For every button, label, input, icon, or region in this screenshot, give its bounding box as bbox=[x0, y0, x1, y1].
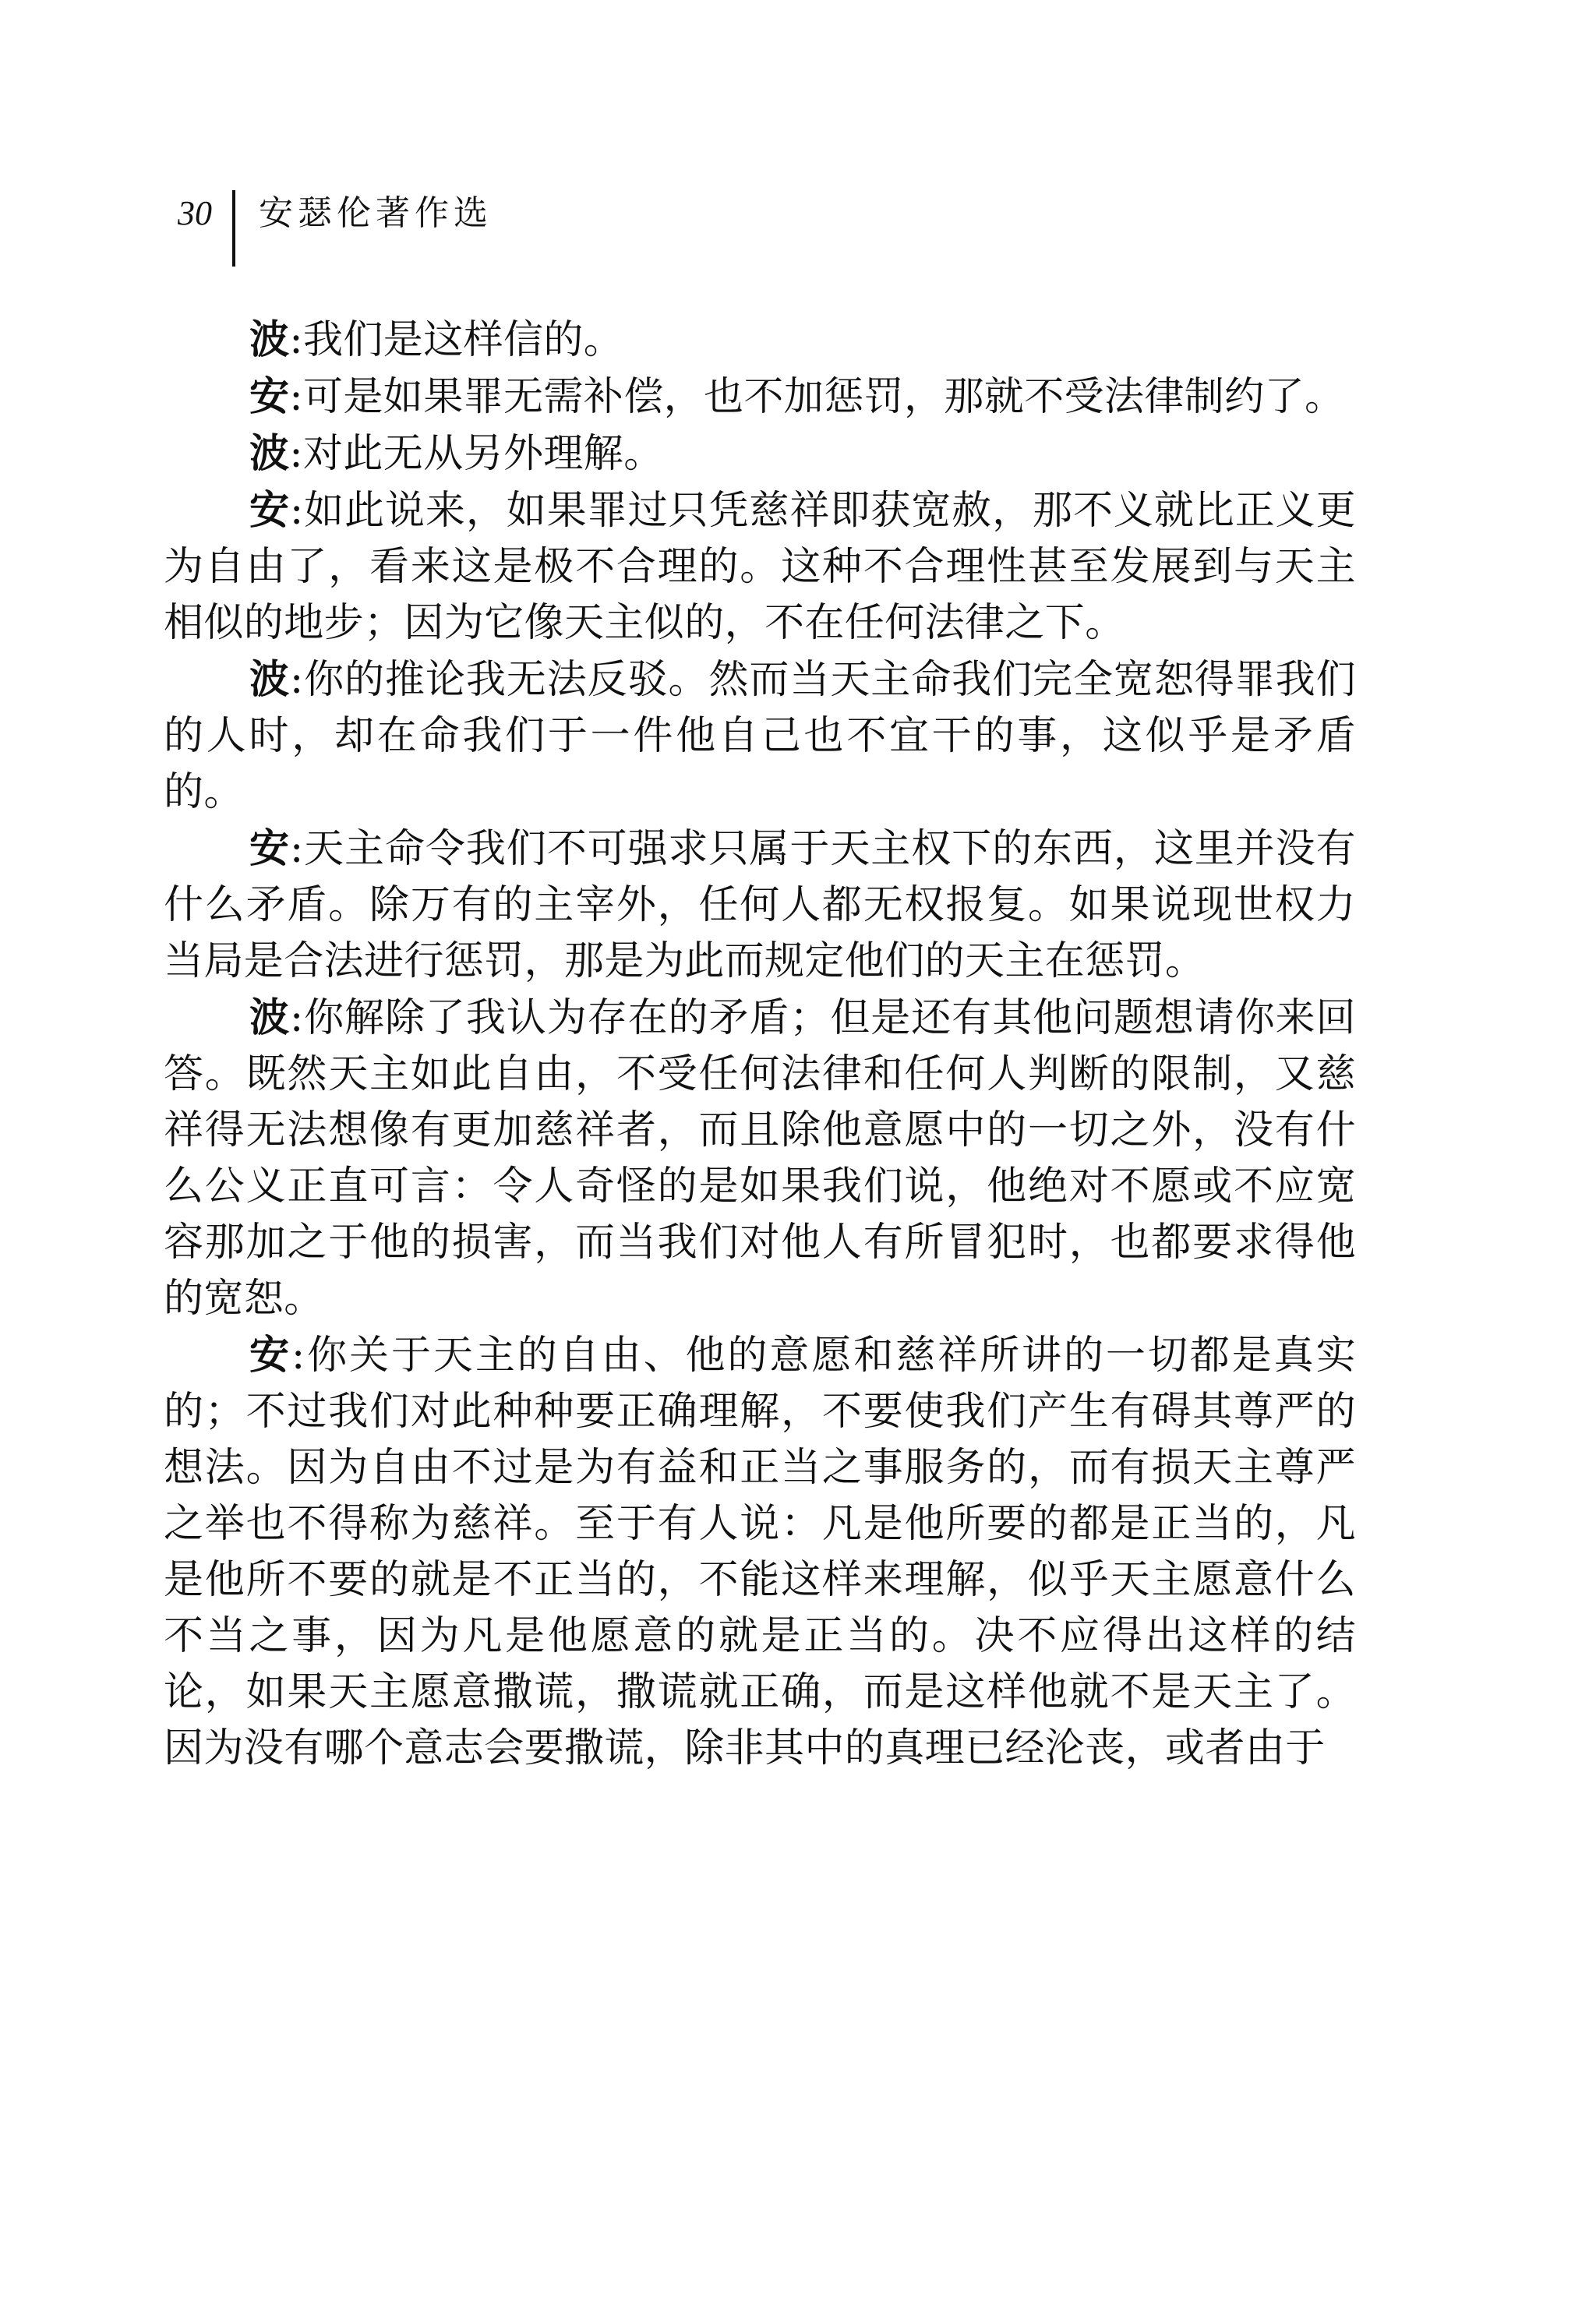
paragraph-text: 对此无从另外理解。 bbox=[303, 431, 664, 477]
page-number: 30 bbox=[178, 194, 212, 232]
speaker-label: 波 bbox=[249, 994, 290, 1041]
speaker-label: 安 bbox=[249, 487, 290, 534]
dialogue-paragraph: 波:你解除了我认为存在的矛盾；但是还有其他问题想请你来回答。既然天主如此自由，不受任何法律和任何人判断的限制，又慈祥得无法想像有更加慈祥者，而且除他意愿中的一切之外，没有什么公义正直可言：令人奇怪的是如果我们说，他绝对不愿或不应宽容那加之于他的损害，而当我们对他人有所冒犯时，也都要求得他的宽恕。 bbox=[164, 994, 1357, 1322]
dialogue-paragraph: 安:如此说来，如果罪过只凭慈祥即获宽赦，那不义就比正义更为自由了，看来这是极不合理的。这种不合理性甚至发展到与天主相似的地步；因为它像天主似的，不在任何法律之下。 bbox=[164, 487, 1357, 646]
running-title: 安瑟伦著作选 bbox=[259, 193, 493, 233]
speaker-label: 安 bbox=[249, 373, 290, 420]
paragraph-text: 我们是这样信的。 bbox=[303, 317, 624, 363]
page-header bbox=[178, 190, 493, 268]
speaker-label: 波 bbox=[249, 316, 290, 363]
speaker-label: 波 bbox=[249, 430, 290, 477]
paragraph-text: 你关于天主的自由、他的意愿和慈祥所讲的一切都是真实的；不过我们对此种种要正确理解，不要使我们产生有碍其尊严的想法。因为自由不过是为有益和正当之事服务的，而有损天主尊严之举也不得称为慈祥。至于有人说：凡是他所要的都是正当的，凡是他所不要的就是不正当的，不能这样来理解，似乎天主愿意什么不当之事，因为凡是他愿意的就是正当的。决不应得出这样的结论，如果天主愿意撒谎，撒谎就正确，而是这样他就不是天主了。因为没有哪个意志会要撒谎，除非其中的真理已经沦丧，或者由于 bbox=[164, 1333, 1356, 1771]
dialogue-paragraph: 波:你的推论我无法反驳。然而当天主命我们完全宽恕得罪我们的人时，却在命我们于一件他自己也不宜干的事，这似乎是矛盾的。 bbox=[164, 656, 1357, 815]
paragraph-text: 天主命令我们不可强求只属于天主权下的东西，这里并没有什么矛盾。除万有的主宰外，任何人都无权报复。如果说现世权力当局是合法进行惩罚，那是为此而规定他们的天主在惩罚。 bbox=[164, 826, 1357, 984]
dialogue-paragraph: 安:你关于天主的自由、他的意愿和慈祥所讲的一切都是真实的；不过我们对此种种要正确理解，不要使我们产生有碍其尊严的想法。因为自由不过是为有益和正当之事服务的，而有损天主尊严之举也不得称为慈祥。至于有人说：凡是他所要的都是正当的，凡是他所不要的就是不正当的，不能这样来理解，似乎天主愿意什么不当之事，因为凡是他愿意的就是正当的。决不应得出这样的结论，如果天主愿意撒谎，撒谎就正确，而是这样他就不是天主了。因为没有哪个意志会要撒谎，除非其中的真理已经沦丧，或者由于 bbox=[164, 1332, 1356, 1771]
paragraph-text: 你解除了我认为存在的矛盾；但是还有其他问题想请你来回答。既然天主如此自由，不受任何法律和任何人判断的限制，又慈祥得无法想像有更加慈祥者，而且除他意愿中的一切之外，没有什么公义正直可言：令人奇怪的是如果我们说，他绝对不愿或不应宽容那加之于他的损害，而当我们对他人有所冒犯时，也都要求得他的宽恕。 bbox=[164, 995, 1357, 1322]
dialogue-paragraph: 安:可是如果罪无需补偿，也不加惩罚，那就不受法律制约了。 bbox=[249, 373, 1345, 420]
paragraph-text: 你的推论我无法反驳。然而当天主命我们完全宽恕得罪我们的人时，却在命我们于一件他自己也不宜干的事，这似乎是矛盾的。 bbox=[164, 657, 1357, 815]
speaker-label: 波 bbox=[249, 656, 290, 703]
dialogue-paragraph: 波:对此无从另外理解。 bbox=[249, 430, 664, 477]
body-text bbox=[164, 312, 1356, 1777]
speaker-label: 安 bbox=[249, 1332, 291, 1379]
header-divider bbox=[232, 190, 235, 267]
paragraph-text: 可是如果罪无需补偿，也不加惩罚，那就不受法律制约了。 bbox=[303, 374, 1345, 420]
dialogue-paragraph: 安:天主命令我们不可强求只属于天主权下的东西，这里并没有什么矛盾。除万有的主宰外，任何人都无权报复。如果说现世权力当局是合法进行惩罚，那是为此而规定他们的天主在惩罚。 bbox=[164, 825, 1357, 984]
speaker-label: 安 bbox=[249, 825, 290, 872]
paragraph-text: 如此说来，如果罪过只凭慈祥即获宽赦，那不义就比正义更为自由了，看来这是极不合理的。这种不合理性甚至发展到与天主相似的地步；因为它像天主似的，不在任何法律之下。 bbox=[164, 488, 1357, 646]
dialogue-paragraph: 波:我们是这样信的。 bbox=[249, 316, 624, 363]
